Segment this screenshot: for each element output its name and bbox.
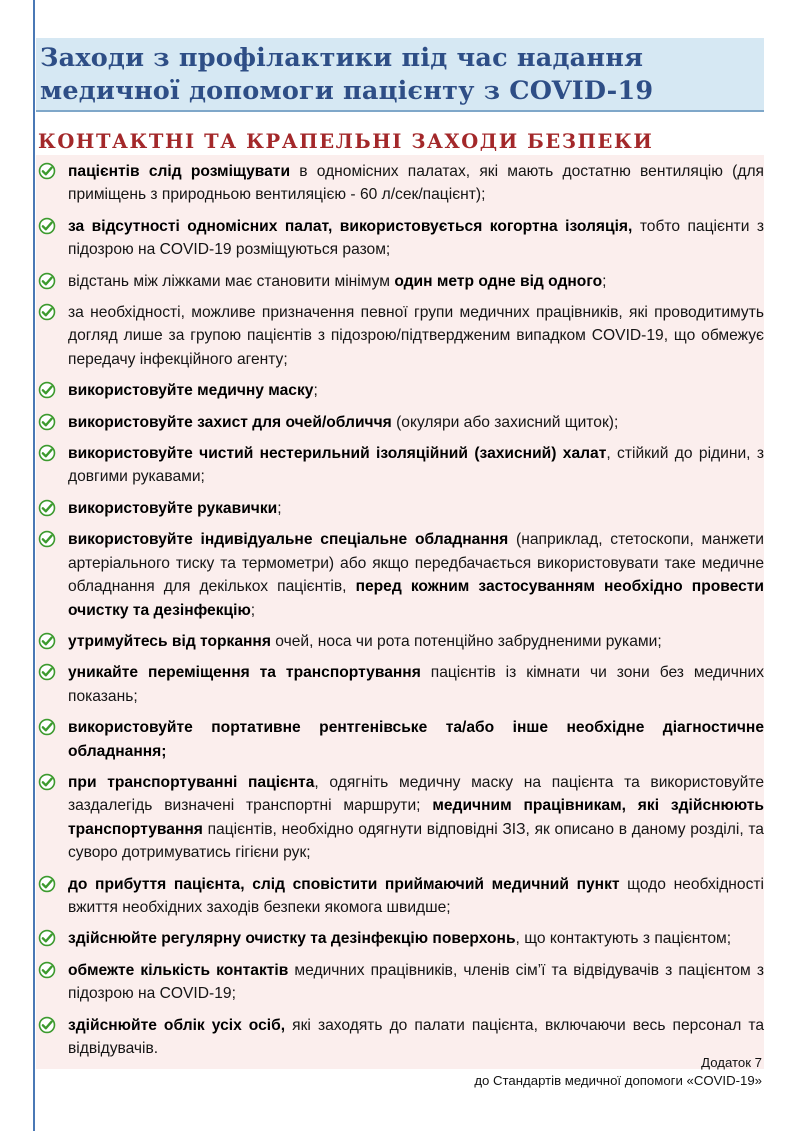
list-item (36, 298, 764, 376)
footer-note (474, 1054, 762, 1090)
body-text: відстань між ліжками має становити мінімум (68, 272, 395, 290)
emphasis-text: перед кожним застосуванням необхідно провести очистку та дезінфекцію (68, 578, 765, 619)
emphasis-text: використовуйте захист для очей/обличчя (68, 413, 392, 431)
list-item (36, 713, 764, 768)
emphasis-text: використовуйте рукавички (68, 499, 278, 517)
emphasis-text: уникайте переміщення та транспортування (68, 664, 421, 682)
body-text: (окуляри або захисний щиток); (391, 413, 619, 431)
body-text: за необхідності, можливе призначення певної групи медичних працівників, які проводитимуть догляд лише за групою пацієнтів з підозрою/підтвердженим випадком COVID-19, що обмежує передачу інфекційного агенту; (68, 304, 764, 368)
list-item (36, 525, 764, 627)
check-circle-icon (38, 413, 56, 431)
body-text: пацієнтів із кімнати чи зони без медичних показань; (68, 664, 765, 705)
list-item-text (68, 215, 764, 262)
list-item-text (68, 301, 764, 371)
page-margin-line (33, 0, 35, 1131)
body-text: , одягніть медичну маску на пацієнта та використовуйте заздалегідь визначені транспортні маршрути; (68, 773, 765, 815)
list-item (36, 870, 764, 925)
emphasis-text: медичним працівникам, які здійснюють транспортування (68, 797, 765, 838)
body-text: очей, носа чи рота потенційно забрудненими руками; (270, 632, 662, 650)
check-circle-icon (38, 381, 56, 399)
emphasis-text: обмежте кількість контактів (68, 961, 289, 979)
footer-annex: Додаток 7 (701, 1055, 762, 1070)
list-item (36, 157, 764, 212)
body-text: , стійкий до рідини, з довгими рукавами; (68, 445, 764, 486)
body-text: ; (602, 272, 607, 290)
list-item (36, 627, 764, 658)
list-item (36, 212, 764, 267)
body-text: які заходять до палати пацієнта, включаючи весь персонал та відвідувачів. (68, 1016, 765, 1057)
list-item (36, 376, 764, 407)
emphasis-text: використовуйте чистий нестерильний ізоляційний (захисний) халат (68, 445, 607, 463)
check-circle-icon (38, 632, 56, 650)
emphasis-text: утримуйтесь від торкання (68, 632, 271, 650)
page-title: Заходи з профілактики під час надання медичної допомоги пацієнту з COVID-19 (40, 43, 654, 106)
body-text: щодо необхідності вжиття необхідних заходів безпеки якомога швидше; (68, 875, 764, 916)
list-item-text (68, 411, 764, 434)
list-item-text (68, 959, 764, 1006)
check-circle-icon (38, 663, 56, 681)
check-circle-icon (38, 530, 56, 548)
list-item-text (68, 442, 764, 489)
emphasis-text: за відсутності одномісних палат, використовується когортна ізоляція, (68, 217, 633, 235)
check-circle-icon (38, 444, 56, 462)
list-item (36, 494, 764, 525)
list-item-text (68, 927, 764, 950)
list-item (36, 439, 764, 494)
body-text: медичних працівників, членів сім’ї та відвідувачів з пацієнтом з підозрою на COVID-19; (68, 961, 764, 1003)
check-circle-icon (38, 961, 56, 979)
check-circle-icon (38, 272, 56, 290)
body-text: в одномісних палатах, які мають достатню вентиляцію (для приміщень з природньою вентиляцією - 60 л/сек/пацієнт); (68, 163, 764, 204)
emphasis-text: при транспортуванні пацієнта (68, 773, 315, 791)
list-item-text (68, 379, 764, 402)
check-circle-icon (38, 303, 56, 321)
list-item-text (68, 771, 764, 865)
list-item-text (68, 661, 764, 708)
list-item-text (68, 716, 764, 763)
emphasis-text: здійснюйте облік усіх осіб, (68, 1016, 286, 1034)
footer-standard: до Стандартів медичної допомоги «COVID-19» (474, 1073, 762, 1088)
check-circle-icon (38, 773, 56, 791)
body-text: ; (313, 382, 318, 400)
body-text: пацієнтів, необхідно одягнути відповідні ЗІЗ, як описано в даному розділі, та суворо дотримуватись гігієни рук; (68, 820, 764, 862)
body-text: тобто пацієнти з підозрою на COVID-19 розміщуються разом; (68, 217, 764, 259)
body-text: ; (250, 601, 256, 619)
check-circle-icon (38, 875, 56, 893)
emphasis-text: використовуйте індивідуальне спеціальне обладнання (68, 531, 509, 549)
body-text: ; (277, 499, 282, 517)
list-item (36, 956, 764, 1011)
measures-list (36, 155, 764, 1069)
emphasis-text: використовуйте портативне рентгенівське та/або інше необхідне діагностичне обладнання; (68, 719, 764, 760)
emphasis-text: використовуйте медичну маску (68, 382, 314, 400)
body-text: (наприклад, стетоскопи, манжети артеріального тиску та термометри) або якщо передбачається використовувати таке медичне обладнання для декількох пацієнтів, (68, 531, 764, 596)
emphasis-text: до прибуття пацієнта, слід сповістити приймаючий медичний пункт (68, 875, 620, 893)
check-circle-icon (38, 499, 56, 517)
list-item-text (68, 873, 764, 920)
emphasis-text: здійснюйте регулярну очистку та дезінфекцію поверхонь (68, 930, 516, 948)
list-item-text (68, 160, 764, 207)
check-circle-icon (38, 1016, 56, 1034)
list-item-text (68, 630, 764, 653)
check-circle-icon (38, 162, 56, 180)
title-banner (36, 38, 764, 112)
check-circle-icon (38, 929, 56, 947)
emphasis-text: пацієнтів слід розміщувати (68, 163, 291, 180)
list-item-text (68, 497, 764, 520)
list-item (36, 924, 764, 955)
list-item (36, 267, 764, 298)
section-title: КОНТАКТНІ ТА КРАПЕЛЬНІ ЗАХОДИ БЕЗПЕКИ (38, 130, 654, 153)
list-item (36, 768, 764, 870)
list-item-text (68, 270, 764, 293)
list-item (36, 408, 764, 439)
check-circle-icon (38, 217, 56, 235)
emphasis-text: один метр одне від одного (394, 272, 603, 290)
list-item (36, 658, 764, 713)
check-circle-icon (38, 718, 56, 736)
list-item-text (68, 528, 764, 622)
body-text: , що контактують з пацієнтом; (515, 930, 732, 948)
